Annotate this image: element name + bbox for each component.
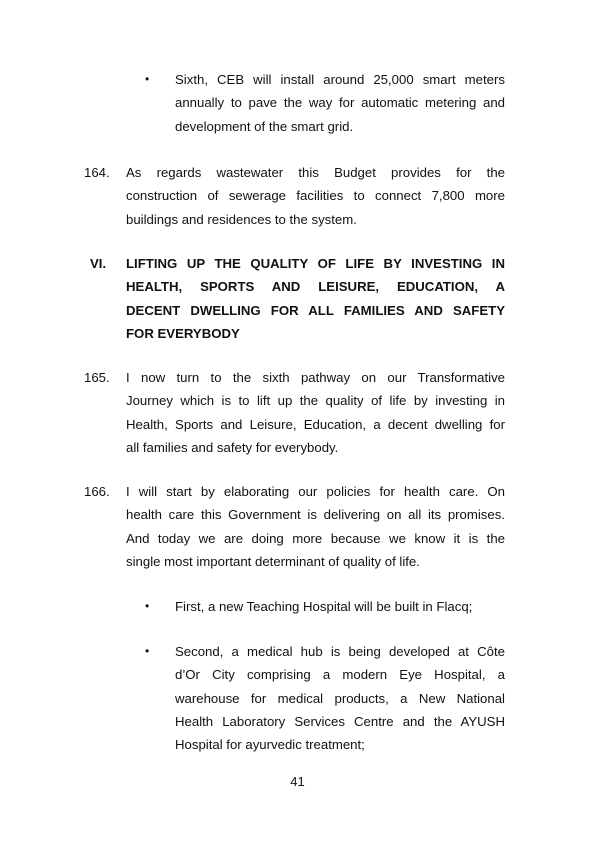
bullet-item-smart-meters: [175, 68, 505, 138]
text-line: Sixth, CEB will install around 25,000 smart meters: [175, 72, 505, 87]
bullet-item-medical-hub: [175, 640, 505, 756]
text-line: And today we are doing more because we know it is the: [126, 530, 505, 546]
text-line: health care this Government is delivering on all its promises.: [126, 507, 505, 523]
text-line: First, a new Teaching Hospital will be built in Flacq;: [175, 599, 473, 614]
paragraph-number: 166.: [84, 484, 110, 499]
bullet-marker: •: [145, 644, 150, 658]
bullet-item-teaching-hospital: [175, 595, 505, 618]
text-line: I will start by elaborating our policies for health care. On: [126, 484, 505, 499]
text-line: construction of sewerage facilities to connect 7,800 more: [126, 188, 505, 204]
text-line: Hospital for ayurvedic treatment;: [175, 737, 365, 753]
heading-line: FOR EVERYBODY: [126, 325, 240, 341]
paragraph-166: [126, 480, 505, 573]
section-number: VI.: [90, 256, 107, 271]
page-number: 41: [290, 774, 305, 789]
text-line: all families and safety for everybody.: [126, 439, 339, 455]
paragraph-164: [126, 161, 505, 231]
text-line: Journey which is to lift up the quality of life by investing in: [126, 393, 505, 409]
heading-line: LIFTING UP THE QUALITY OF LIFE BY INVESTING IN: [126, 256, 505, 271]
heading-line: DECENT DWELLING FOR ALL FAMILIES AND SAFETY: [126, 302, 505, 318]
text-line: buildings and residences to the system.: [126, 211, 357, 227]
text-line: Second, a medical hub is being developed at Côte: [175, 644, 505, 659]
paragraph-165: [126, 366, 505, 459]
text-line: single most important determinant of quality of life.: [126, 553, 420, 569]
bullet-marker: •: [145, 599, 150, 613]
text-line: warehouse for medical products, a New National: [175, 690, 505, 706]
text-line: As regards wastewater this Budget provides for the: [126, 165, 505, 180]
text-line: development of the smart grid.: [175, 118, 354, 134]
text-line: annually to pave the way for automatic metering and: [175, 95, 505, 111]
section-heading: [126, 252, 505, 345]
heading-line: HEALTH, SPORTS AND LEISURE, EDUCATION, A: [126, 279, 505, 295]
text-line: Health Laboratory Services Centre and the AYUSH: [175, 713, 505, 729]
bullet-marker: •: [145, 72, 150, 86]
text-line: I now turn to the sixth pathway on our Transformative: [126, 370, 505, 385]
paragraph-number: 165.: [84, 370, 110, 385]
text-line: d’Or City comprising a modern Eye Hospital, a: [175, 667, 505, 683]
text-line: Health, Sports and Leisure, Education, a decent dwelling for: [126, 416, 505, 432]
paragraph-number: 164.: [84, 165, 110, 180]
